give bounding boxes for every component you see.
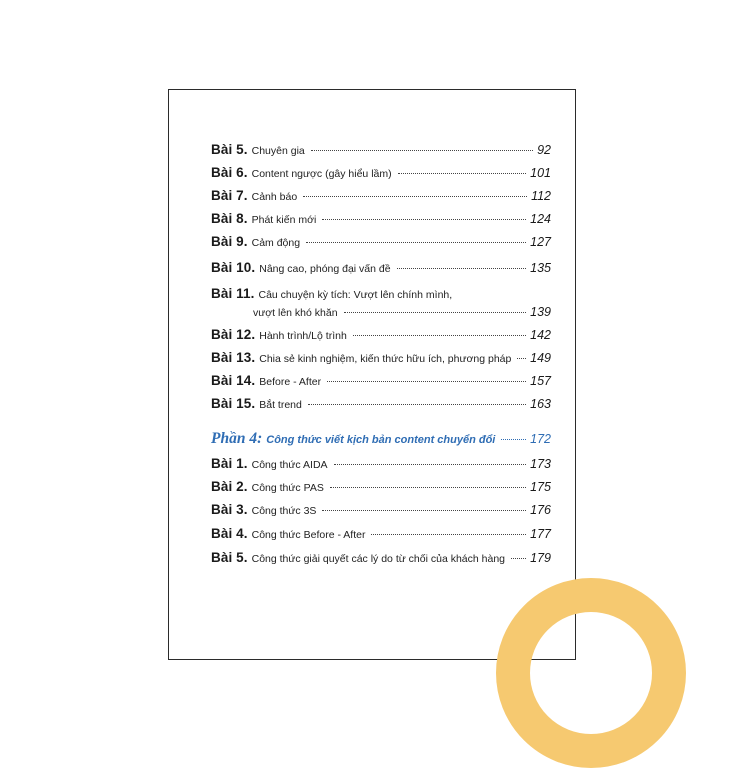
dot-leader	[398, 173, 527, 174]
dot-leader	[327, 381, 526, 382]
entry-number: Bài 6.	[211, 165, 248, 180]
part-title: Công thức viết kịch bản content chuyển đổi	[266, 434, 496, 446]
entry-title: Phát kiến mới	[251, 214, 317, 226]
entry-title: Công thức AIDA	[251, 459, 328, 471]
toc-entry	[211, 396, 551, 418]
toc-entry	[211, 142, 551, 164]
toc-entry	[211, 350, 551, 372]
entry-title: Before - After	[259, 376, 322, 388]
entry-page: 163	[530, 397, 551, 411]
entry-number: Bài 2.	[211, 479, 248, 494]
entry-number: Bài 1.	[211, 456, 248, 471]
toc-entry	[211, 479, 551, 501]
dot-leader	[322, 219, 526, 220]
entry-page: 157	[530, 374, 551, 388]
entry-title: Nâng cao, phóng đại vấn đề	[259, 263, 391, 275]
entry-title: Hành trình/Lộ trình	[259, 330, 347, 342]
entry-page: 101	[530, 166, 551, 180]
entry-number: Bài 10.	[211, 260, 256, 275]
dot-leader	[303, 196, 527, 197]
dot-leader	[334, 464, 527, 465]
toc-entry	[211, 456, 551, 478]
entry-page: 176	[530, 503, 551, 517]
toc-entry	[211, 211, 551, 233]
entry-page: 149	[530, 351, 551, 365]
entry-page: 142	[530, 328, 551, 342]
entry-number: Bài 11.	[211, 286, 255, 301]
dot-leader	[330, 487, 526, 488]
entry-title: Công thức giải quyết các lý do từ chối của khách hàng	[251, 553, 505, 565]
toc-entry	[211, 550, 551, 572]
entry-title: Công thức PAS	[251, 482, 324, 494]
entry-number: Bài 5.	[211, 550, 248, 565]
dot-leader	[308, 404, 526, 405]
toc-entry	[211, 188, 551, 210]
entry-title: Cảnh báo	[251, 191, 298, 203]
toc-entry	[211, 327, 551, 349]
entry-page: 135	[530, 261, 551, 275]
toc-entry	[211, 373, 551, 395]
entry-number: Bài 5.	[211, 142, 248, 157]
entry-title: Cảm động	[251, 237, 301, 249]
entry-number: Bài 13.	[211, 350, 256, 365]
entry-number: Bài 7.	[211, 188, 248, 203]
entry-number: Bài 8.	[211, 211, 248, 226]
entry-page: 177	[530, 527, 551, 541]
entry-page: 173	[530, 457, 551, 471]
dot-leader	[511, 558, 526, 559]
dot-leader	[517, 358, 526, 359]
dot-leader	[501, 439, 526, 440]
entry-page: 139	[530, 305, 551, 319]
toc-entry	[211, 526, 551, 548]
entry-page: 179	[530, 551, 551, 565]
toc-entry-continuation	[253, 305, 551, 327]
toc-entry	[211, 165, 551, 187]
dot-leader	[322, 510, 526, 511]
entry-number: Bài 15.	[211, 396, 256, 411]
entry-title: Công thức Before - After	[251, 529, 366, 541]
dot-leader	[344, 312, 527, 313]
entry-page: 112	[531, 189, 551, 203]
dot-leader	[353, 335, 526, 336]
toc-entry	[211, 502, 551, 524]
dot-leader	[311, 150, 533, 151]
decorative-ring	[496, 578, 686, 768]
entry-title: Chuyên gia	[251, 145, 305, 157]
part-label: Phần 4:	[211, 430, 263, 447]
entry-title: Chia sẻ kinh nghiệm, kiến thức hữu ích, phương pháp	[259, 353, 512, 365]
entry-title-line2: vượt lên khó khăn	[253, 307, 338, 319]
entry-number: Bài 3.	[211, 502, 248, 517]
toc-entry	[211, 234, 551, 256]
entry-page: 124	[530, 212, 551, 226]
part-heading	[211, 430, 551, 454]
entry-title: Công thức 3S	[251, 505, 317, 517]
dot-leader	[397, 268, 527, 269]
entry-page: 92	[537, 143, 551, 157]
entry-page: 127	[530, 235, 551, 249]
toc-entry	[211, 260, 551, 282]
dot-leader	[306, 242, 526, 243]
entry-title: Content ngược (gây hiểu lầm)	[251, 168, 392, 180]
entry-number: Bài 12.	[211, 327, 256, 342]
entry-number: Bài 14.	[211, 373, 256, 388]
entry-title: Bắt trend	[259, 399, 302, 411]
entry-page: 175	[530, 480, 551, 494]
entry-title-line1: Câu chuyện kỳ tích: Vượt lên chính mình,	[258, 289, 453, 301]
entry-number: Bài 9.	[211, 234, 248, 249]
entry-number: Bài 4.	[211, 526, 248, 541]
dot-leader	[371, 534, 526, 535]
part-page: 172	[530, 432, 551, 446]
